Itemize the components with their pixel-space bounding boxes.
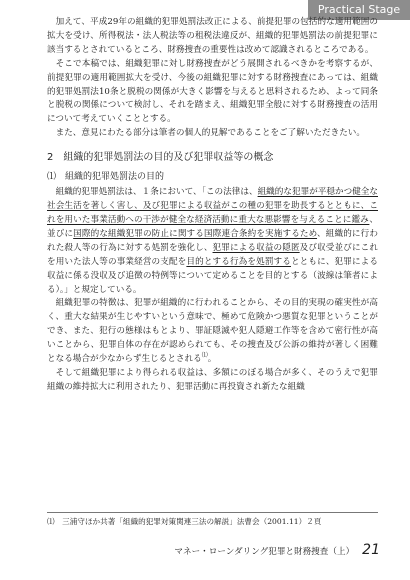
p4-text-b: 、並びに (47, 214, 378, 239)
footnote: ⑴ 三浦守ほか共著「組織的犯罪対策関連三法の解説」法曹会（2001.11）２頁 (47, 517, 322, 526)
section-badge: Practical Stage (308, 0, 410, 20)
p4-text-a: 組織的犯罪処罰法は、１条において、「この法律は、 (55, 187, 258, 198)
p5-end: 。 (207, 354, 217, 365)
running-title: マネー・ローンダリング犯罪と財務捜査（上） (174, 547, 355, 557)
paragraph-6: そして組織犯罪により得られる収益は、多額にのぼる場合が多く、そのうえで犯罪組織の維持拡大に利用されたり、犯罪活動に再投資され新たな組織 (47, 367, 378, 392)
page-number: 21 (362, 542, 380, 558)
paragraph-3: また、意見にわたる部分は筆者の個人的見解であることをご了解いただきたい。 (55, 128, 365, 139)
underlined-phrase-1: 組織的な犯罪が平穏かつ健全な社会生活を著しく害し、及び犯罪による収益がこの種の犯罪を助長するとともに、これを用いた事業活動への干渉が健全な経済活動に重大な悪影響を与えることに鑑み (47, 187, 378, 225)
paragraph-2: そこで本稿では、組織犯罪に対し財務捜査がどう展開されるべきかを考察するが、前提犯罪の適用範囲拡大を受け、今後の組織犯罪に対する財務捜査にあっては、組織的犯罪処罰法10条と脱税の関係が大きく影響を与えると思料されるため、よって同条と脱税の関係について検討し、それを踏まえ、組織犯罪全般に対する財務捜査の活用について考えていくこととする。 (47, 58, 378, 125)
article-body (47, 16, 378, 395)
subsection-heading: ⑴ 組織的犯罪処罰法の目的 (47, 172, 165, 183)
p5-text: 組織犯罪の特徴は、犯罪が組織的に行われることから、その目的実現の確実性が高く、重大な結果が生じやすいという意味で、極めて危険かつ悪質な犯罪ということができ、また、犯行の態様はもとより、罪証隠滅や犯人隠避工作等を含めて密行性が高いことから、犯罪自体の存在が認められても、その捜査及び公訴の維持が著しく困難となる場合が少なからず生じるとされる (47, 298, 378, 365)
underlined-phrase-4: 目的とする行為を処罰する (186, 256, 291, 267)
paragraph-1: 加えて、平成29年の組織的犯罪処罰法改正による、前提犯罪の包括的な適用範囲の拡大を受け、所得税法・法人税法等の租税法違反が、組織的犯罪処罰法の前提犯罪に該当するとされているところ、財務捜査の重要性は改めて認識されるところである。 (47, 17, 378, 55)
underlined-phrase-3: 犯罪による収益の隠匿 (212, 242, 300, 253)
footnote-divider (47, 512, 378, 513)
paragraph-4 (47, 186, 378, 297)
p4-text-c: 、組織的に行われた殺人等の行為に対する処罰を強化し、 (47, 228, 378, 253)
footnote-ref[interactable]: ⑴ (201, 352, 208, 360)
p4-text-d: 及び収受並びにこれを用いた法人等の事業経営の支配を (47, 242, 378, 267)
page-footer (174, 542, 380, 558)
section-heading: 2 組織的犯罪処罰法の目的及び犯罪収益等の概念 (47, 152, 274, 164)
paragraph-5 (47, 297, 378, 367)
underlined-phrase-2: 国際的な組織犯罪の防止に関する国際連合条約を実施するため (73, 228, 318, 239)
p4-text-e: とともに、犯罪による収益に係る没収及び追徴の特例等について定めることを目的とする（波線は筆者による）。」と規定している。 (47, 256, 378, 295)
